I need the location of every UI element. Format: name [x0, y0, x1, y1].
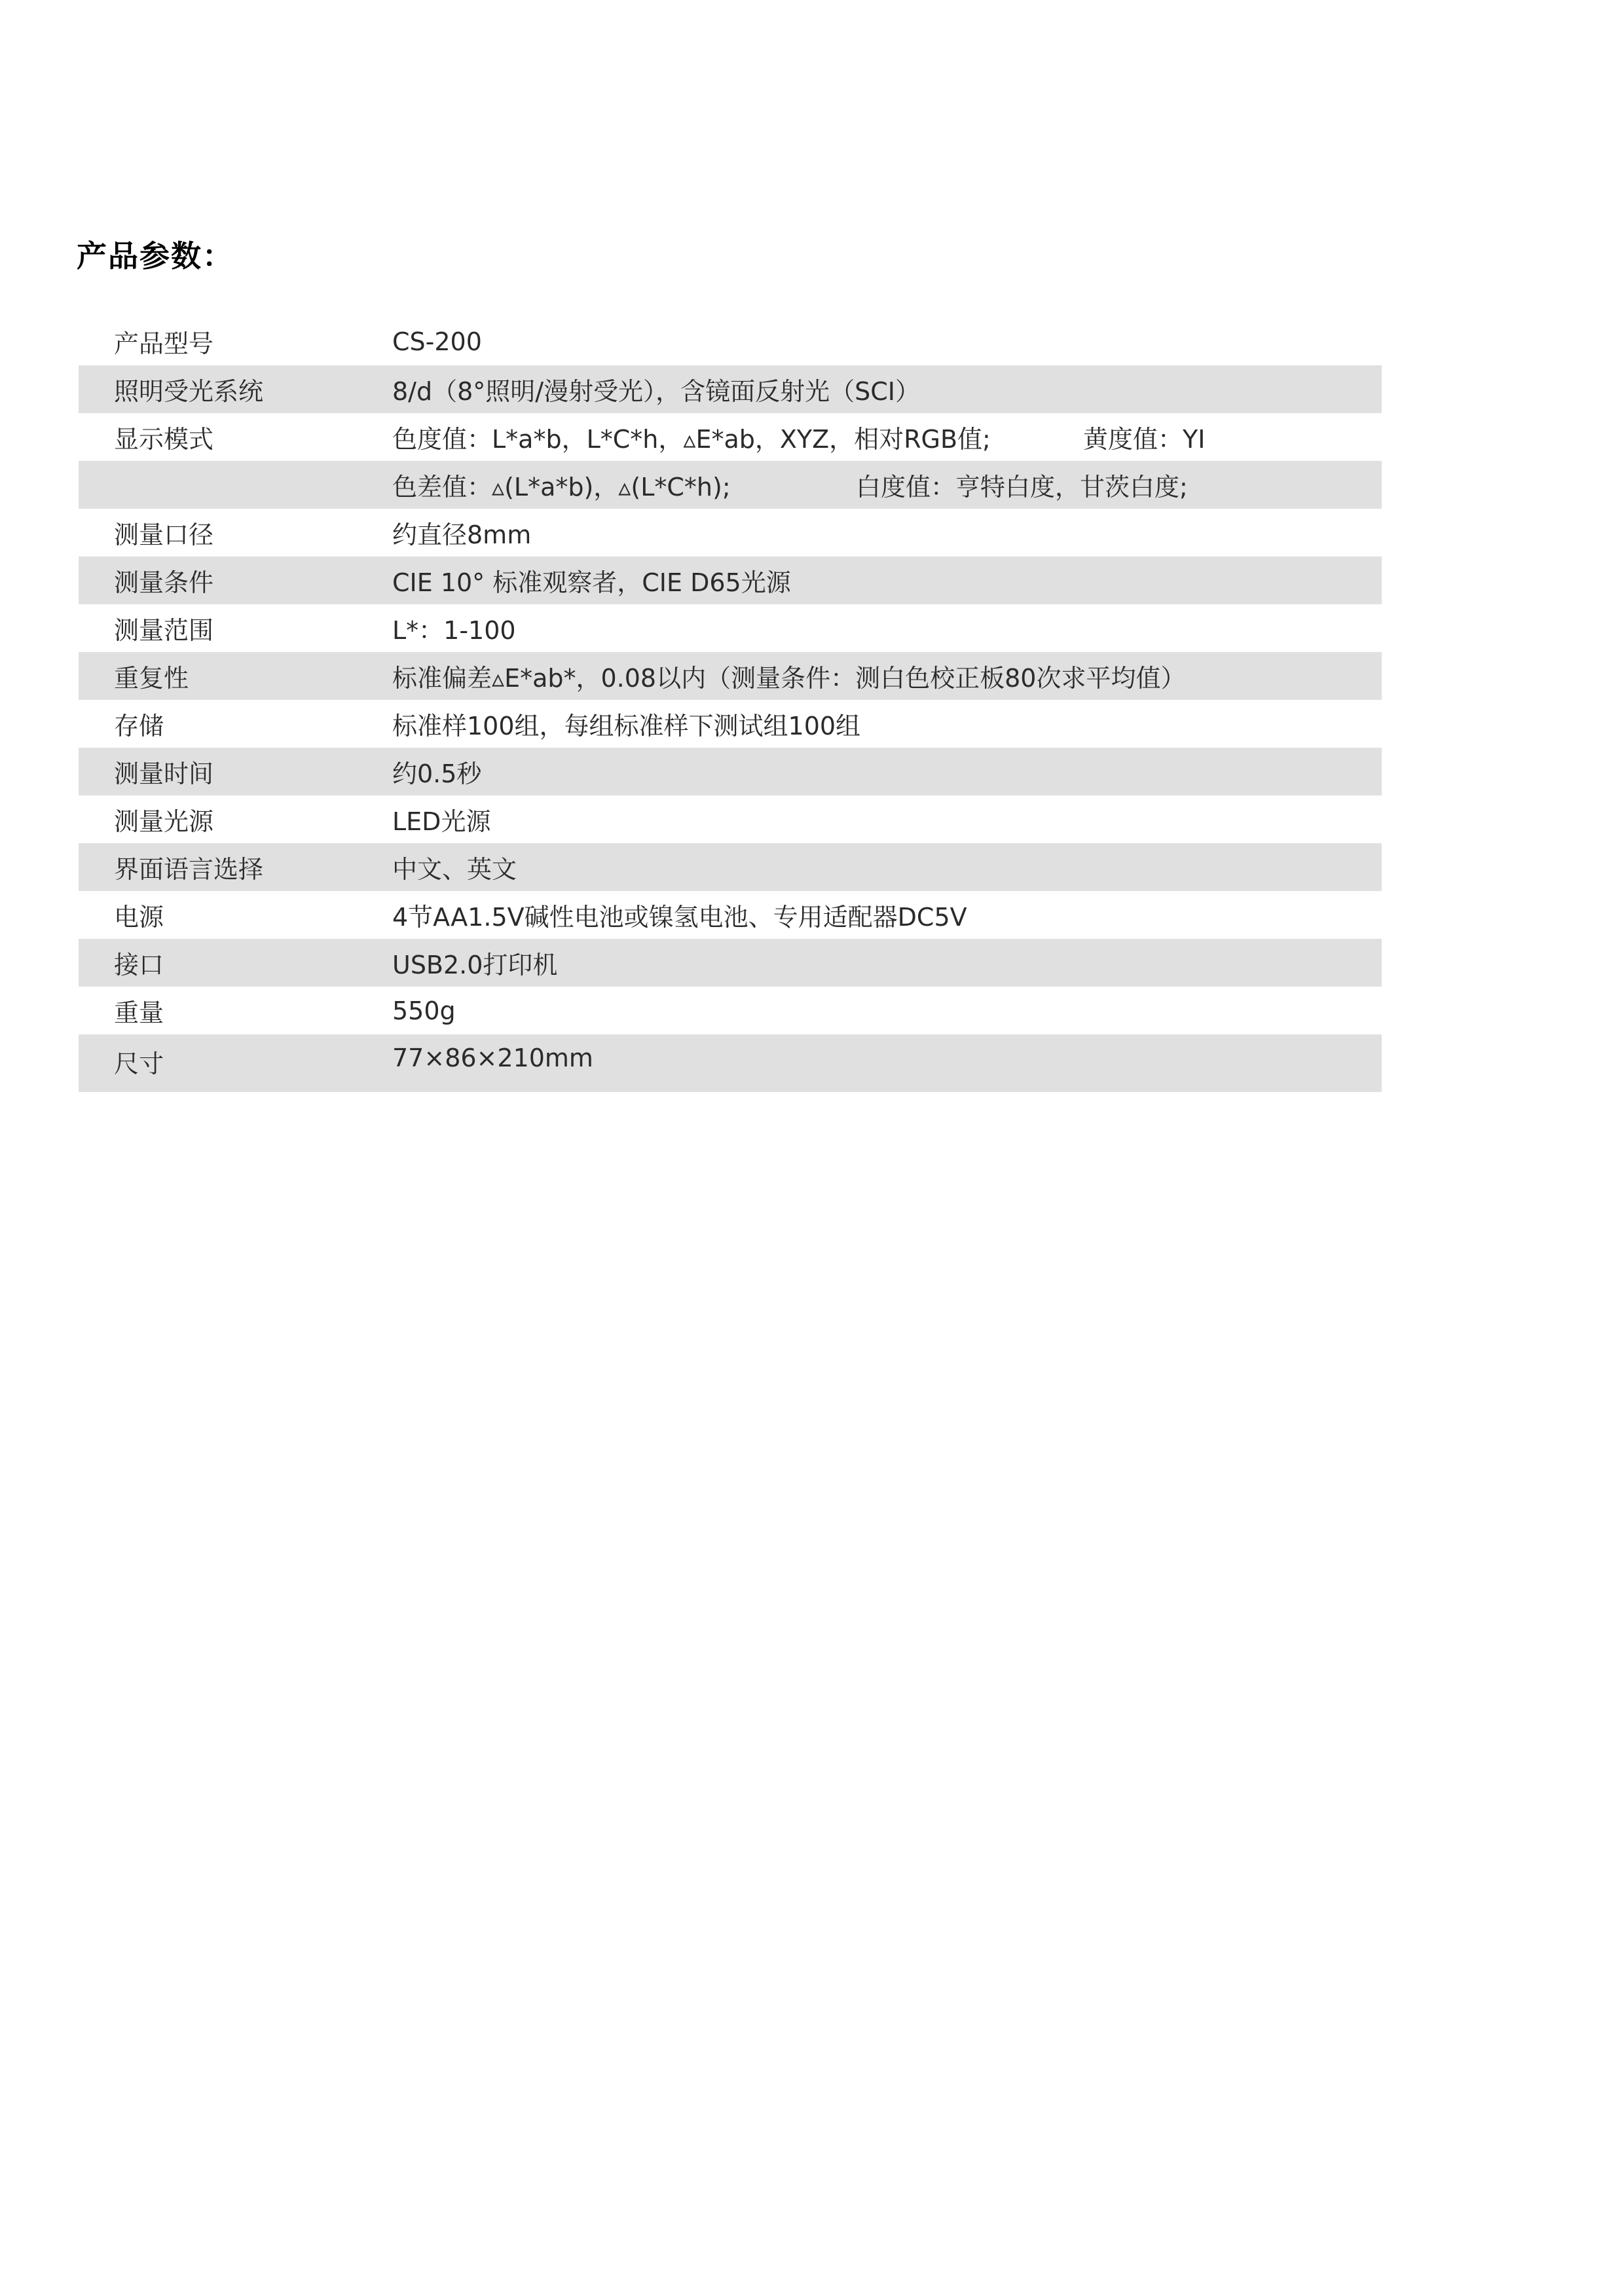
spec-label-aperture: 测量口径 [114, 520, 214, 549]
spec-value-chromaticity: 色度值：L*a*b，L*C*h，▵E*ab，XYZ，相对RGB值; [392, 425, 991, 454]
spec-label-interface: 接口 [114, 951, 164, 979]
spec-label-storage: 存储 [114, 712, 164, 740]
spec-value-weight: 550g [392, 996, 456, 1025]
spec-value-aperture: 约直径8mm [392, 520, 532, 549]
table-row [79, 843, 1382, 891]
table-row [79, 413, 1382, 461]
spec-value-conditions: CIE 10° 标准观察者，CIE D65光源 [392, 568, 791, 597]
page-title: 产品参数： [77, 238, 234, 274]
spec-label-repeatability: 重复性 [114, 664, 189, 693]
spec-label-display-mode: 显示模式 [114, 425, 214, 454]
spec-value-size: 77×86×210mm [392, 1044, 593, 1072]
table-row [79, 700, 1382, 748]
table-row [79, 891, 1382, 939]
spec-value-whiteness: 白度值：亨特白度，甘茨白度; [856, 473, 1188, 501]
spec-label-model: 产品型号 [114, 329, 214, 358]
table-row [79, 461, 1382, 509]
table-row [79, 556, 1382, 604]
table-row [79, 795, 1382, 843]
spec-value-light-source: LED光源 [392, 807, 491, 836]
spec-label-weight: 重量 [114, 998, 164, 1027]
spec-label-time: 测量时间 [114, 759, 214, 788]
table-row [79, 748, 1382, 795]
table-row [79, 365, 1382, 413]
spec-value-illumination: 8/d（8°照明/漫射受光），含镜面反射光（SCI） [392, 377, 920, 406]
spec-value-storage: 标准样100组，每组标准样下测试组100组 [392, 712, 861, 740]
table-row [79, 318, 1382, 365]
spec-label-range: 测量范围 [114, 616, 214, 645]
table-row [79, 939, 1382, 987]
spec-label-illumination: 照明受光系统 [114, 377, 264, 406]
spec-value-interface: USB2.0打印机 [392, 951, 558, 979]
table-row [79, 509, 1382, 556]
spec-value-language: 中文、英文 [392, 855, 517, 884]
spec-value-power: 4节AA1.5V碱性电池或镍氢电池、专用适配器DC5V [392, 903, 967, 932]
spec-value-yellowness: 黄度值：YI [1083, 425, 1206, 454]
spec-label-conditions: 测量条件 [114, 568, 214, 597]
spec-label-power: 电源 [114, 903, 164, 932]
spec-value-model: CS-200 [392, 327, 482, 356]
table-row [79, 1034, 1382, 1092]
spec-value-repeatability: 标准偏差▵E*ab*，0.08以内（测量条件：测白色校正板80次求平均值） [392, 664, 1186, 693]
spec-value-color-difference: 色差值：▵(L*a*b)，▵(L*C*h); [392, 473, 731, 501]
spec-label-light-source: 测量光源 [114, 807, 214, 836]
spec-table [79, 318, 1382, 1092]
spec-value-range: L*：1-100 [392, 616, 516, 645]
table-row [79, 604, 1382, 652]
spec-value-display-mode-2 [392, 467, 1382, 503]
spec-value-time: 约0.5秒 [392, 759, 482, 788]
spec-label-size: 尺寸 [114, 1049, 164, 1078]
table-row [79, 987, 1382, 1034]
table-row [79, 652, 1382, 700]
spec-value-display-mode [392, 419, 1382, 455]
spec-label-language: 界面语言选择 [114, 855, 264, 884]
